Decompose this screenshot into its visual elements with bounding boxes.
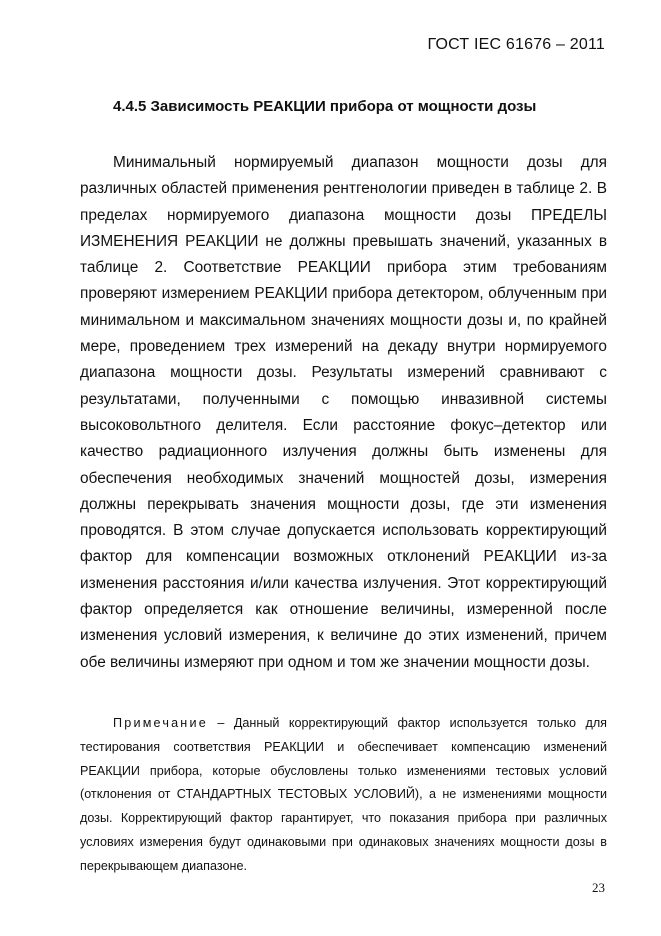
page-number: 23 [592, 880, 605, 895]
note-paragraph [80, 712, 607, 879]
section-paragraph: Минимальный нормируемый диапазон мощности дозы для различных областей применения рентгенологии приведен в таблице 2. В пределах нормируемого диапазона мощности дозы ПРЕДЕЛЫ ИЗМЕНЕНИЯ РЕАКЦИИ не должны превышать значений, указанных в таблице 2. Соответствие РЕАКЦИИ прибора этим требованиям проверяют измерением РЕАКЦИИ прибора детектором, облученным при минимальном и максимальном значениях мощности дозы и, по крайней мере, проведением трех измерений на декаду внутри нормируемого диапазона мощности дозы. Результаты измерений сравнивают с результатами, полученными с помощью инвазивной системы высоковольтного делителя. Если расстояние фокус–детектор или качество радиационного излучения должны быть изменены для обеспечения необходимых значений мощностей дозы, измерения должны перекрывать значения мощности дозы, где эти изменения проводятся. В этом случае допускается использовать корректирующий фактор для компенсации возможных отклонений РЕАКЦИИ из-за изменения расстояния и/или качества излучения. Этот корректирующий фактор определяется как отношение величины, измеренной после изменения условий измерения, к величине до этих изменений, причем обе величины измеряют при одном и том же значении мощности дозы. [80, 154, 607, 671]
section-heading: 4.4.5 Зависимость РЕАКЦИИ прибора от мощности дозы [113, 98, 537, 115]
note-label: Примечание [113, 716, 208, 730]
standard-header: ГОСТ IEC 61676 – 2011 [427, 36, 605, 53]
note-text: – Данный корректирующий фактор используется только для тестирования соответствия РЕАКЦИИ и обеспечивает компенсацию изменений РЕАКЦИИ прибора, которые обусловлены только изменениями тестовых условий (отклонения от СТАНДАРТНЫХ ТЕСТОВЫХ УСЛОВИЙ), а не изменениями мощности дозы. Корректирующий фактор гарантирует, что показания прибора при различных условиях измерения будут одинаковыми при одинаковых значениях мощности дозы в перекрывающем диапазоне. [80, 716, 607, 873]
